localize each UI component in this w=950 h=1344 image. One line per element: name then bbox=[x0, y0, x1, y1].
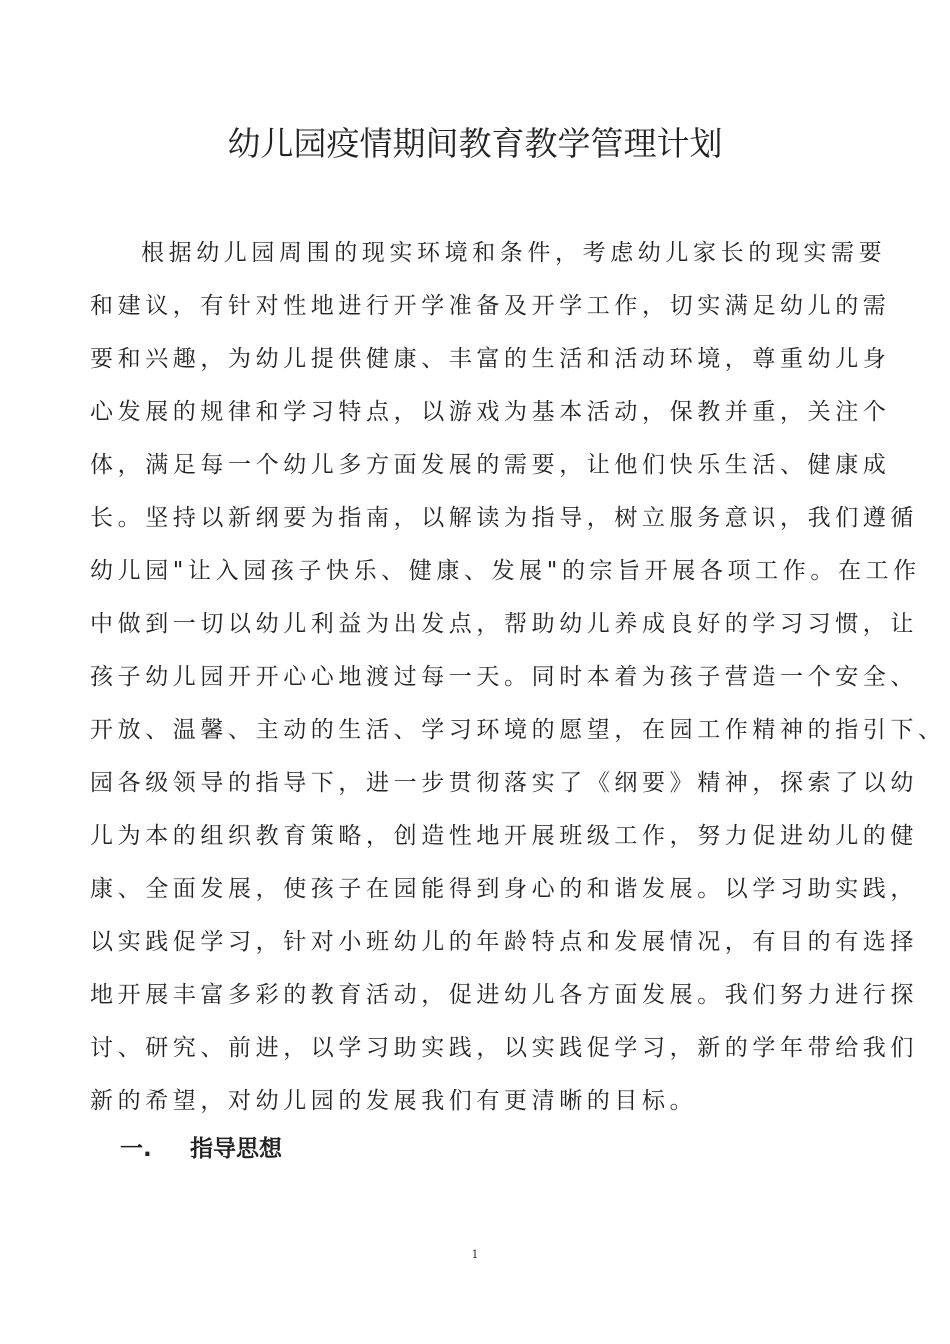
section-title: 指导思想 bbox=[190, 1136, 282, 1162]
paragraph-line: 体，满足每一个幼儿多方面发展的需要，让他们快乐生活、健康成 bbox=[90, 452, 891, 478]
document-title: 幼儿园疫情期间教育教学管理计划 bbox=[227, 124, 723, 163]
paragraph-line: 心发展的规律和学习特点，以游戏为基本活动，保教并重，关注个 bbox=[90, 399, 891, 425]
paragraph-line: 康、全面发展，使孩子在园能得到身心的和谐发展。以学习助实践， bbox=[90, 876, 918, 902]
paragraph-line: 儿为本的组织教育策略，创造性地开展班级工作，努力促进幼儿的健 bbox=[90, 823, 918, 849]
section-number: 一. bbox=[120, 1136, 152, 1162]
paragraph-line: 地开展丰富多彩的教育活动，促进幼儿各方面发展。我们努力进行探 bbox=[90, 982, 918, 1008]
paragraph-line: 和建议，有针对性地进行开学准备及开学工作，切实满足幼儿的需 bbox=[90, 293, 891, 319]
paragraph-line: 要和兴趣，为幼儿提供健康、丰富的生活和活动环境，尊重幼儿身 bbox=[90, 346, 891, 372]
section-heading bbox=[120, 1134, 282, 1164]
paragraph-line: 园各级领导的指导下，进一步贯彻落实了《纲要》精神，探索了以幼 bbox=[90, 770, 918, 796]
paragraph-line: 孩子幼儿园开开心心地渡过每一天。同时本着为孩子营造一个安全、 bbox=[90, 664, 918, 690]
paragraph-line: 以实践促学习，针对小班幼儿的年龄特点和发展情况，有目的有选择 bbox=[90, 929, 918, 955]
paragraph-line: 开放、温馨、主动的生活、学习环境的愿望，在园工作精神的指引下、 bbox=[90, 717, 946, 743]
paragraph-line: 中做到一切以幼儿利益为出发点，帮助幼儿养成良好的学习习惯，让 bbox=[90, 611, 918, 637]
paragraph-line: 长。坚持以新纲要为指南，以解读为指导，树立服务意识，我们遵循 bbox=[90, 505, 918, 531]
page-number: 1 bbox=[471, 1248, 479, 1261]
paragraph-line: 幼儿园"让入园孩子快乐、健康、发展"的宗旨开展各项工作。在工作 bbox=[90, 558, 921, 584]
paragraph-line: 新的希望，对幼儿园的发展我们有更清晰的目标。 bbox=[90, 1088, 698, 1114]
paragraph-line: 讨、研究、前进，以学习助实践，以实践促学习，新的学年带给我们 bbox=[90, 1035, 918, 1061]
paragraph-line: 根据幼儿园周围的现实环境和条件，考虑幼儿家长的现实需要 bbox=[141, 240, 887, 266]
